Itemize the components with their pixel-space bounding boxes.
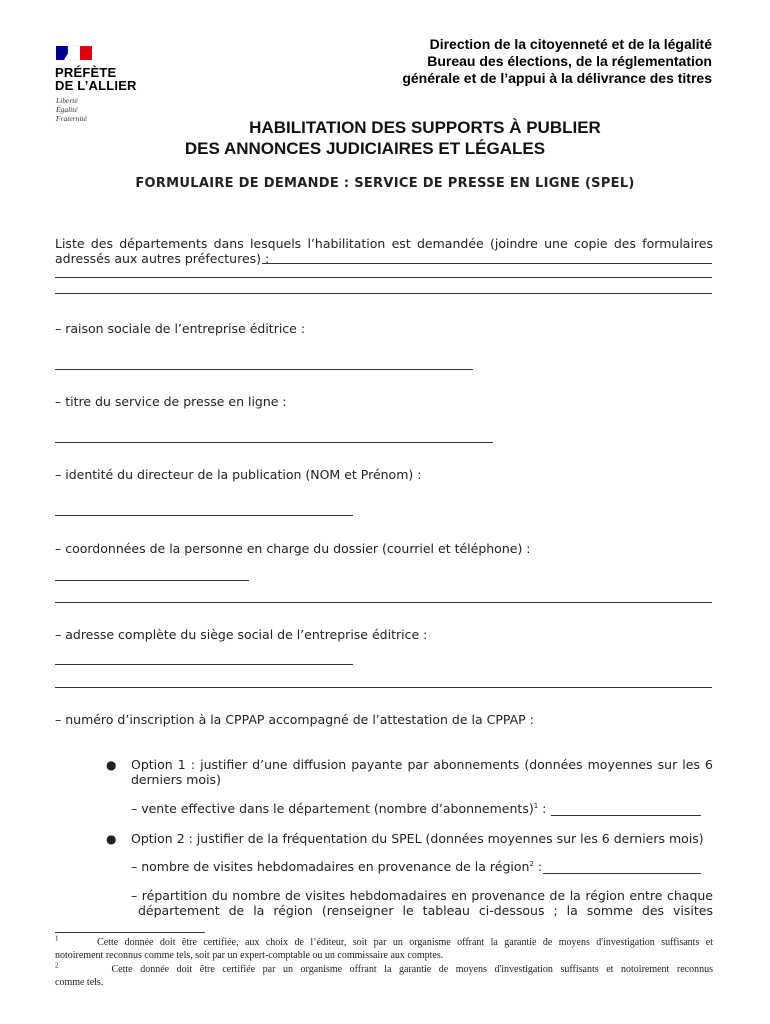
footnote-1-number: 1	[55, 934, 59, 943]
option-2-subitem-1	[131, 859, 542, 874]
directeur-label: – identité du directeur de la publication (NOM et Prénom) :	[55, 467, 422, 482]
titre-service-label: – titre du service de presse en ligne :	[55, 394, 287, 409]
option-2-subitem-1-text: – nombre de visites hebdomadaires en provenance de la région	[131, 859, 530, 874]
footnote-2-number: 2	[55, 961, 59, 970]
page-title-line-1: HABILITATION DES SUPPORTS À PUBLIER	[249, 118, 601, 137]
direction-line-2: Bureau des élections, de la réglementation	[427, 53, 712, 69]
raison-sociale-input-line[interactable]	[55, 369, 473, 370]
footnote-separator	[55, 932, 205, 933]
option-2-subitem-2-line-2: département de la région (renseigner le tableau ci-dessous ; la somme des visites	[138, 903, 713, 918]
footnote-ref-2: 2	[529, 859, 534, 868]
footnote-2-text: Cette donnée doit être certifiée par un organisme offrant la garantie de moyens d'investigation suffisants et notoirement reconnus	[111, 964, 713, 975]
option-2-bullet-icon: ●	[106, 832, 117, 846]
coordonnees-input-line-2[interactable]	[55, 602, 712, 603]
departments-input-line-1[interactable]	[262, 263, 712, 264]
option-1-bullet-icon: ●	[106, 758, 117, 772]
footnote-ref-1: 1	[533, 801, 539, 810]
adresse-input-line-2[interactable]	[55, 687, 712, 688]
cppap-label: – numéro d’inscription à la CPPAP accompagné de l’attestation de la CPPAP :	[55, 712, 534, 727]
footnote-1-line-1	[55, 934, 713, 949]
departments-input-line-2[interactable]	[55, 277, 712, 278]
option-1-subitem-colon: :	[538, 801, 547, 816]
option-2-subitem-2-line-1: – répartition du nombre de visites hebdomadaires en provenance de la région entre chaque	[131, 888, 713, 903]
option-2-subitem-1-colon: :	[533, 859, 543, 874]
footnote-1-text: Cette donnée doit être certifiée, aux choix de l’éditeur, soit par un organisme offrant la garantie de moyens d'investigation suffisants et	[97, 937, 713, 948]
coordonnees-input-line-1[interactable]	[55, 580, 249, 581]
page-title-line-2: DES ANNONCES JUDICIAIRES ET LÉGALES	[184, 139, 546, 158]
abonnements-input-line[interactable]	[551, 815, 701, 816]
departments-input-line-3[interactable]	[55, 293, 712, 294]
prefecture-logo-text	[55, 66, 137, 92]
adresse-input-line-1[interactable]	[55, 664, 353, 665]
direction-header	[402, 36, 712, 87]
footnote-2-line-1	[55, 961, 713, 976]
departments-text-line-2: adressés aux autres préfectures) :	[55, 251, 270, 266]
raison-sociale-label: – raison sociale de l’entreprise éditrice :	[55, 321, 306, 336]
logo-line-2: DE L’ALLIER	[55, 78, 137, 93]
marianne-flag-icon	[56, 44, 92, 62]
visites-region-input-line[interactable]	[543, 873, 701, 874]
direction-line-3: générale et de l’appui à la délivrance des titres	[402, 70, 712, 86]
form-subtitle: FORMULAIRE DE DEMANDE : SERVICE DE PRESSE EN LIGNE (SPEL)	[135, 176, 635, 191]
motto-egalite: Égalité	[56, 105, 78, 114]
footnote-2-line-2: comme tels.	[55, 977, 104, 988]
titre-service-input-line[interactable]	[55, 442, 493, 443]
option-2-line: Option 2 : justifier de la fréquentation du SPEL (données moyennes sur les 6 derniers mois)	[131, 831, 704, 846]
directeur-input-line[interactable]	[55, 515, 353, 516]
logo-line-1: PRÉFÈTE	[55, 65, 117, 80]
coordonnees-label: – coordonnées de la personne en charge du dossier (courriel et téléphone) :	[55, 541, 531, 556]
option-1-line-2: derniers mois)	[131, 772, 221, 787]
motto-fraternite: Fraternité	[56, 114, 87, 123]
departments-text-line-1: Liste des départements dans lesquels l’habilitation est demandée (joindre une copie des formulaires	[55, 236, 713, 251]
motto-liberte: Liberté	[56, 96, 78, 105]
direction-line-1: Direction de la citoyenneté et de la légalité	[429, 36, 712, 52]
option-1-line-1: Option 1 : justifier d’une diffusion payante par abonnements (données moyennes sur les 6	[131, 757, 713, 772]
option-1-subitem-text: – vente effective dans le département (nombre d’abonnements)	[131, 801, 534, 816]
footnote-1-line-2: notoirement reconnus comme tels, soit par un expert-comptable ou un commissaire aux comptes.	[55, 950, 444, 961]
adresse-label: – adresse complète du siège social de l’entreprise éditrice :	[55, 627, 428, 642]
option-1-subitem	[131, 801, 546, 816]
